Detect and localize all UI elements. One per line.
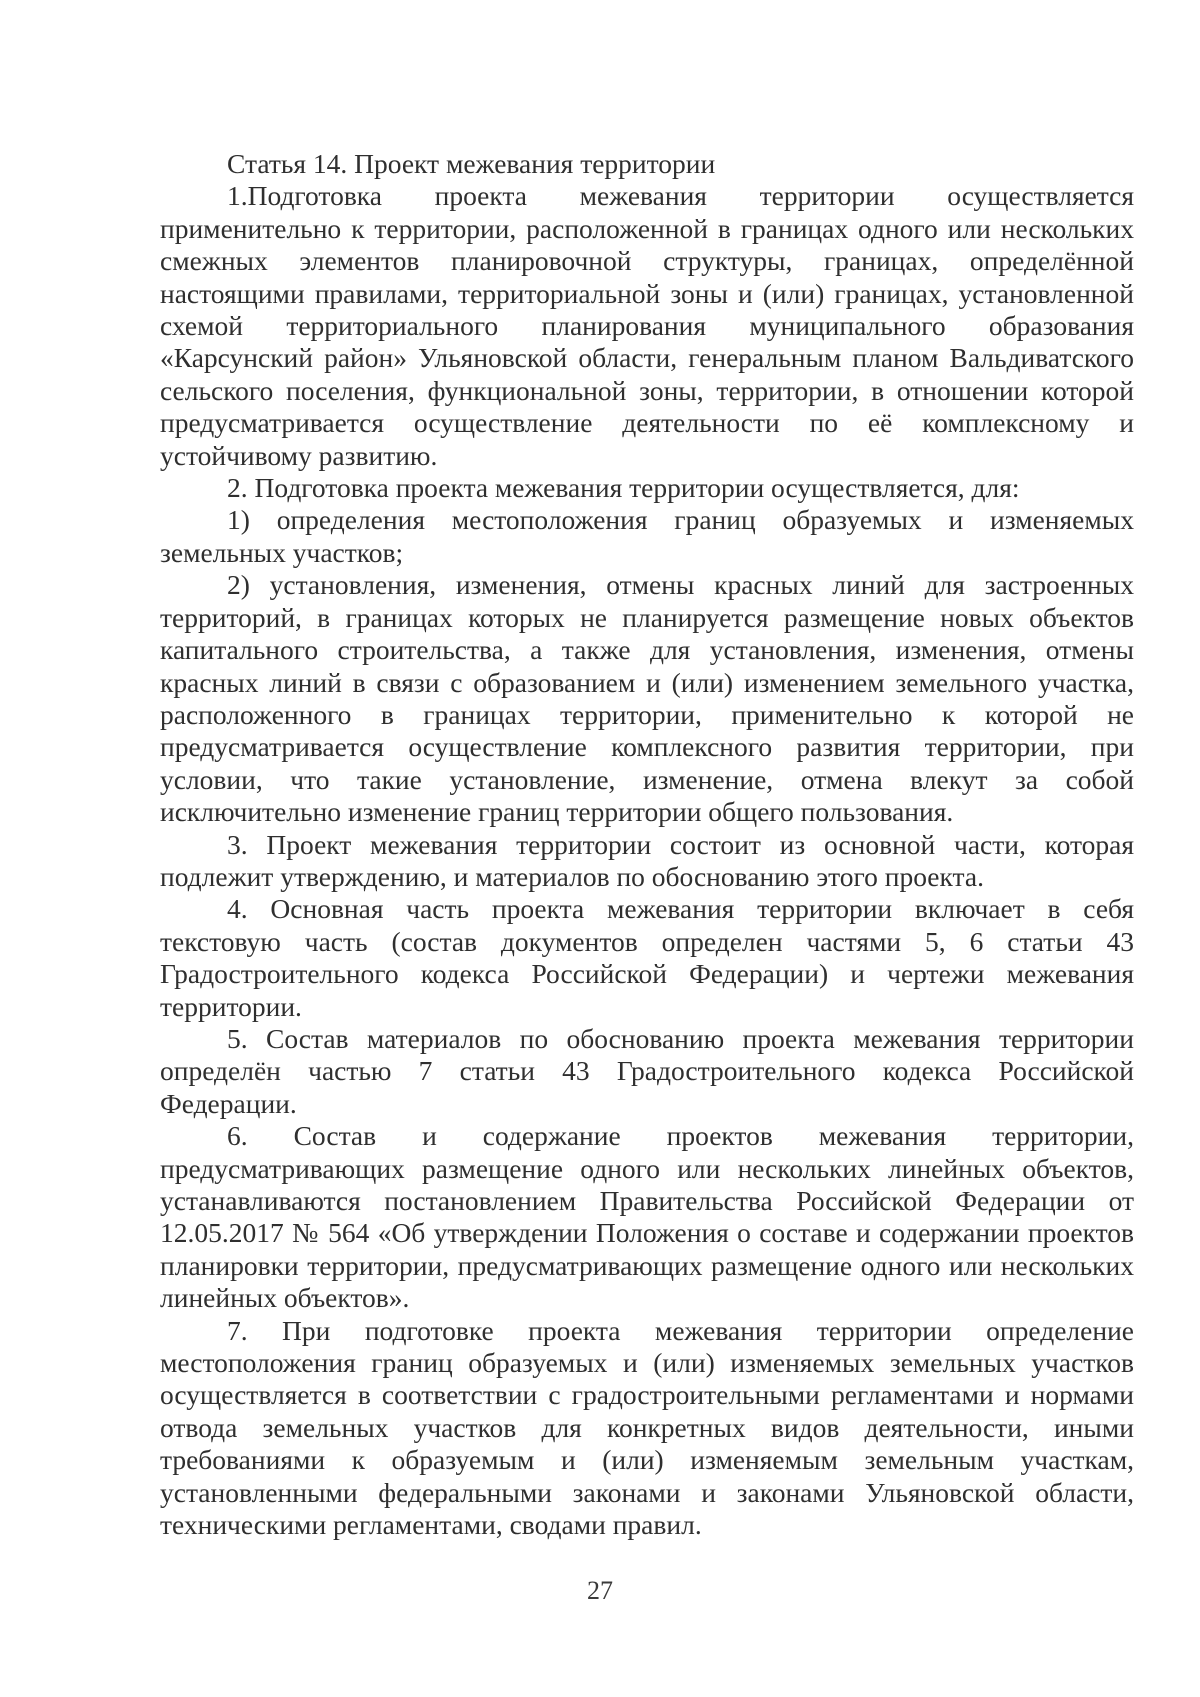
paragraph-2: 2. Подготовка проекта межевания территории осуществляется, для:: [227, 472, 1020, 504]
paragraph-3: 3. Проект межевания территории состоит из основной части, которая подлежит утверждению, и материалов по обоснованию этого проекта.: [160, 828, 1134, 892]
paragraph-4: 4. Основная часть проекта межевания территории включает в себя текстовую часть (состав документов определен частями 5, 6 статьи 43 Градостроительного кодекса Российской Федерации) и чертежи межевания территории.: [160, 893, 1134, 1022]
paragraph-2-item-1: 1) определения местоположения границ образуемых и изменяемых земельных участков;: [160, 504, 1134, 568]
paragraph-5: 5. Состав материалов по обоснованию проекта межевания территории определён частью 7 статьи 43 Градостроительного кодекса Российской Федерации.: [160, 1022, 1134, 1119]
page-number: 27: [587, 1576, 613, 1605]
article-heading: Статья 14. Проект межевания территории: [227, 148, 716, 179]
paragraph-6: 6. Состав и содержание проектов межевания территории, предусматривающих размещение одного или нескольких линейных объектов, устанавливаются постановлением Правительства Российской Федерации от 12.05.2017 № 564 «Об утверждении Положения о составе и содержании проектов планировки территории, предусматривающих размещение одного или нескольких линейных объектов».: [160, 1120, 1134, 1314]
paragraph-7: 7. При подготовке проекта межевания территории определение местоположения границ образуемых и (или) изменяемых земельных участков осуществляется в соответствии с градостроительными регламентами и нормами отвода земельных участков для конкретных видов деятельности, иными требованиями к образуемым и (или) изменяемым земельным участкам, установленными федеральными законами и законами Ульяновской области, техническими регламентами, сводами правил.: [160, 1314, 1134, 1541]
document-body: [160, 148, 1134, 1541]
paragraph-2-item-2: 2) установления, изменения, отмены красных линий для застроенных территорий, в границах которых не планируется размещение новых объектов капитального строительства, а также для установления, изменения, отмены красных линий в связи с образованием и (или) изменением земельного участка, расположенного в границах территории, применительно к которой не предусматривается осуществление комплексного развития территории, при условии, что такие установление, изменение, отмена влекут за собой исключительно изменение границ территории общего пользования.: [160, 569, 1134, 828]
paragraph-1: 1.Подготовка проекта межевания территории осуществляется применительно к территории, расположенной в границах одного или нескольких смежных элементов планировочной структуры, границах, определённой настоящими правилами, территориальной зоны и (или) границах, установленной схемой территориального планирования муниципального образования «Карсунский район» Ульяновской области, генеральным планом Вальдиватского сельского поселения, функциональной зоны, территории, в отношении которой предусматривается осуществление деятельности по её комплексному и устойчивому развитию.: [160, 180, 1134, 471]
